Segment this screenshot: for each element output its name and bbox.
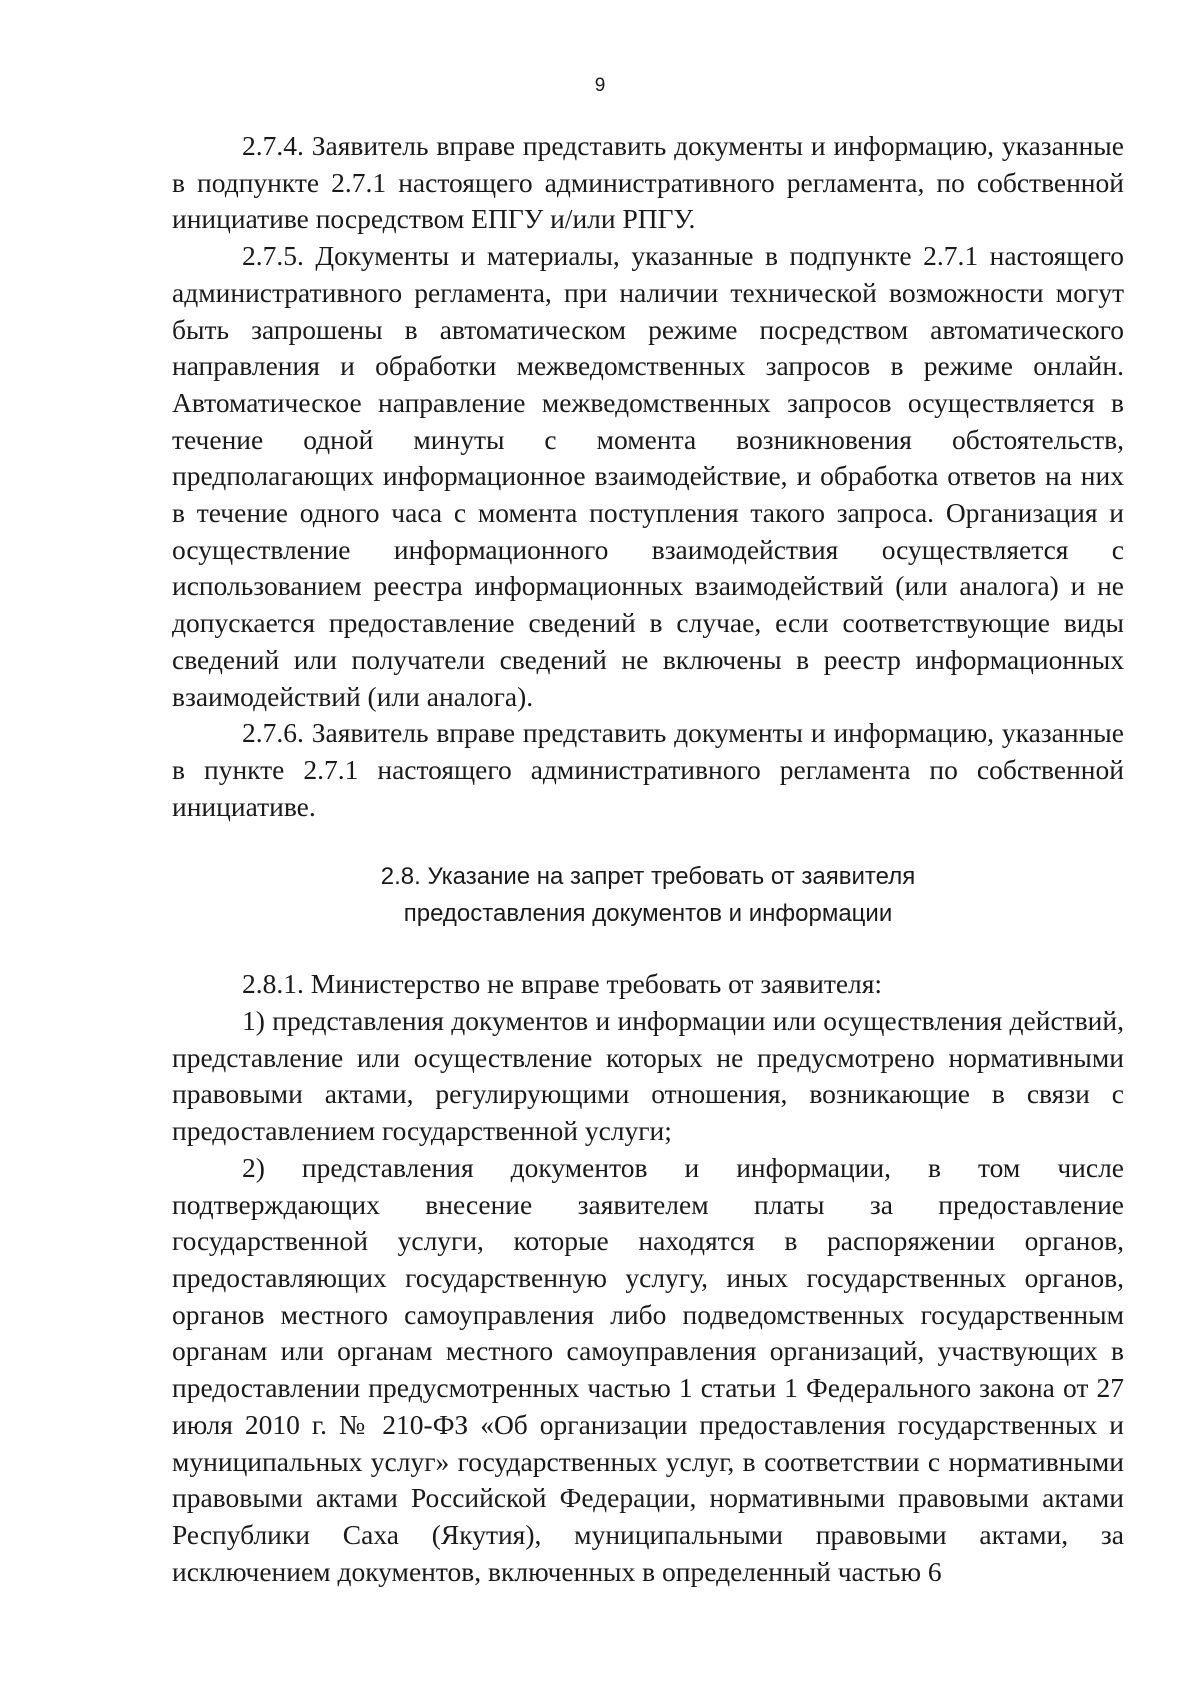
paragraph-2-7-4: 2.7.4. Заявитель вправе представить документы и информацию, указанные в подпункте 2.7.1 настоящего административного регламента, по собственной инициативе посредством ЕПГУ и/или РПГУ. [172, 130, 1124, 235]
list-item-1: 1) представления документов и информации или осуществления действий, представление или осуществление которых не предусмотрено нормативными правовыми актами, регулирующими отношения, возникающие в связи с предоставлением государственной услуги; [172, 1005, 1124, 1147]
section-heading-line-1: 2.8. Указание на запрет требовать от заявителя [380, 863, 916, 891]
list-item-2: 2) представления документов и информации, в том числе подтверждающих внесение заявителем платы за предоставление государственной услуги, которые находятся в распоряжении органов, предоставляющих государственную услугу, иных государственных органов, органов местного самоуправления либо подведомственных государственным органам или органам местного самоуправления организаций, участвующих в предоставлении предусмотренных частью 1 статьи 1 Федерального закона от 27 июля 2010 г. № 210-ФЗ «Об организации предоставления государственных и муниципальных услуг» государственных услуг, в соответствии с нормативными правовыми актами Российской Федерации, нормативными правовыми актами Республики Саха (Якутия), муниципальными правовыми актами, за исключением документов, включенных в определенный частью 6 [172, 1151, 1124, 1587]
section-heading-line-2: предоставления документов и информации [403, 899, 893, 927]
paragraph-2-7-6: 2.7.6. Заявитель вправе представить документы и информацию, указанные в пункте 2.7.1 настоящего административного регламента по собственной инициативе. [172, 717, 1124, 822]
paragraph-2-7-5: 2.7.5. Документы и материалы, указанные в подпункте 2.7.1 настоящего административного регламента, при наличии технической возможности могут быть запрошены в автоматическом режиме посредством автоматического направления и обработки межведомственных запросов в режиме онлайн. Автоматическое направление межведомственных запросов осуществляется в течение одной минуты с момента возникновения обстоятельств, предполагающих информационное взаимодействие, и обработка ответов на них в течение одного часа с момента поступления такого запроса. Организация и осуществление информационного взаимодействия осуществляется с использованием реестра информационных взаимодействий (или аналога) и не допускается предоставление сведений в случае, если соответствующие виды сведений или получатели сведений не включены в реестр информационных взаимодействий (или аналога). [172, 240, 1124, 712]
document-body [172, 128, 1124, 1590]
page-number: 9 [594, 75, 606, 96]
paragraph-2-8-1: 2.8.1. Министерство не вправе требовать от заявителя: [242, 968, 883, 1000]
section-heading-2-8 [172, 859, 1124, 932]
